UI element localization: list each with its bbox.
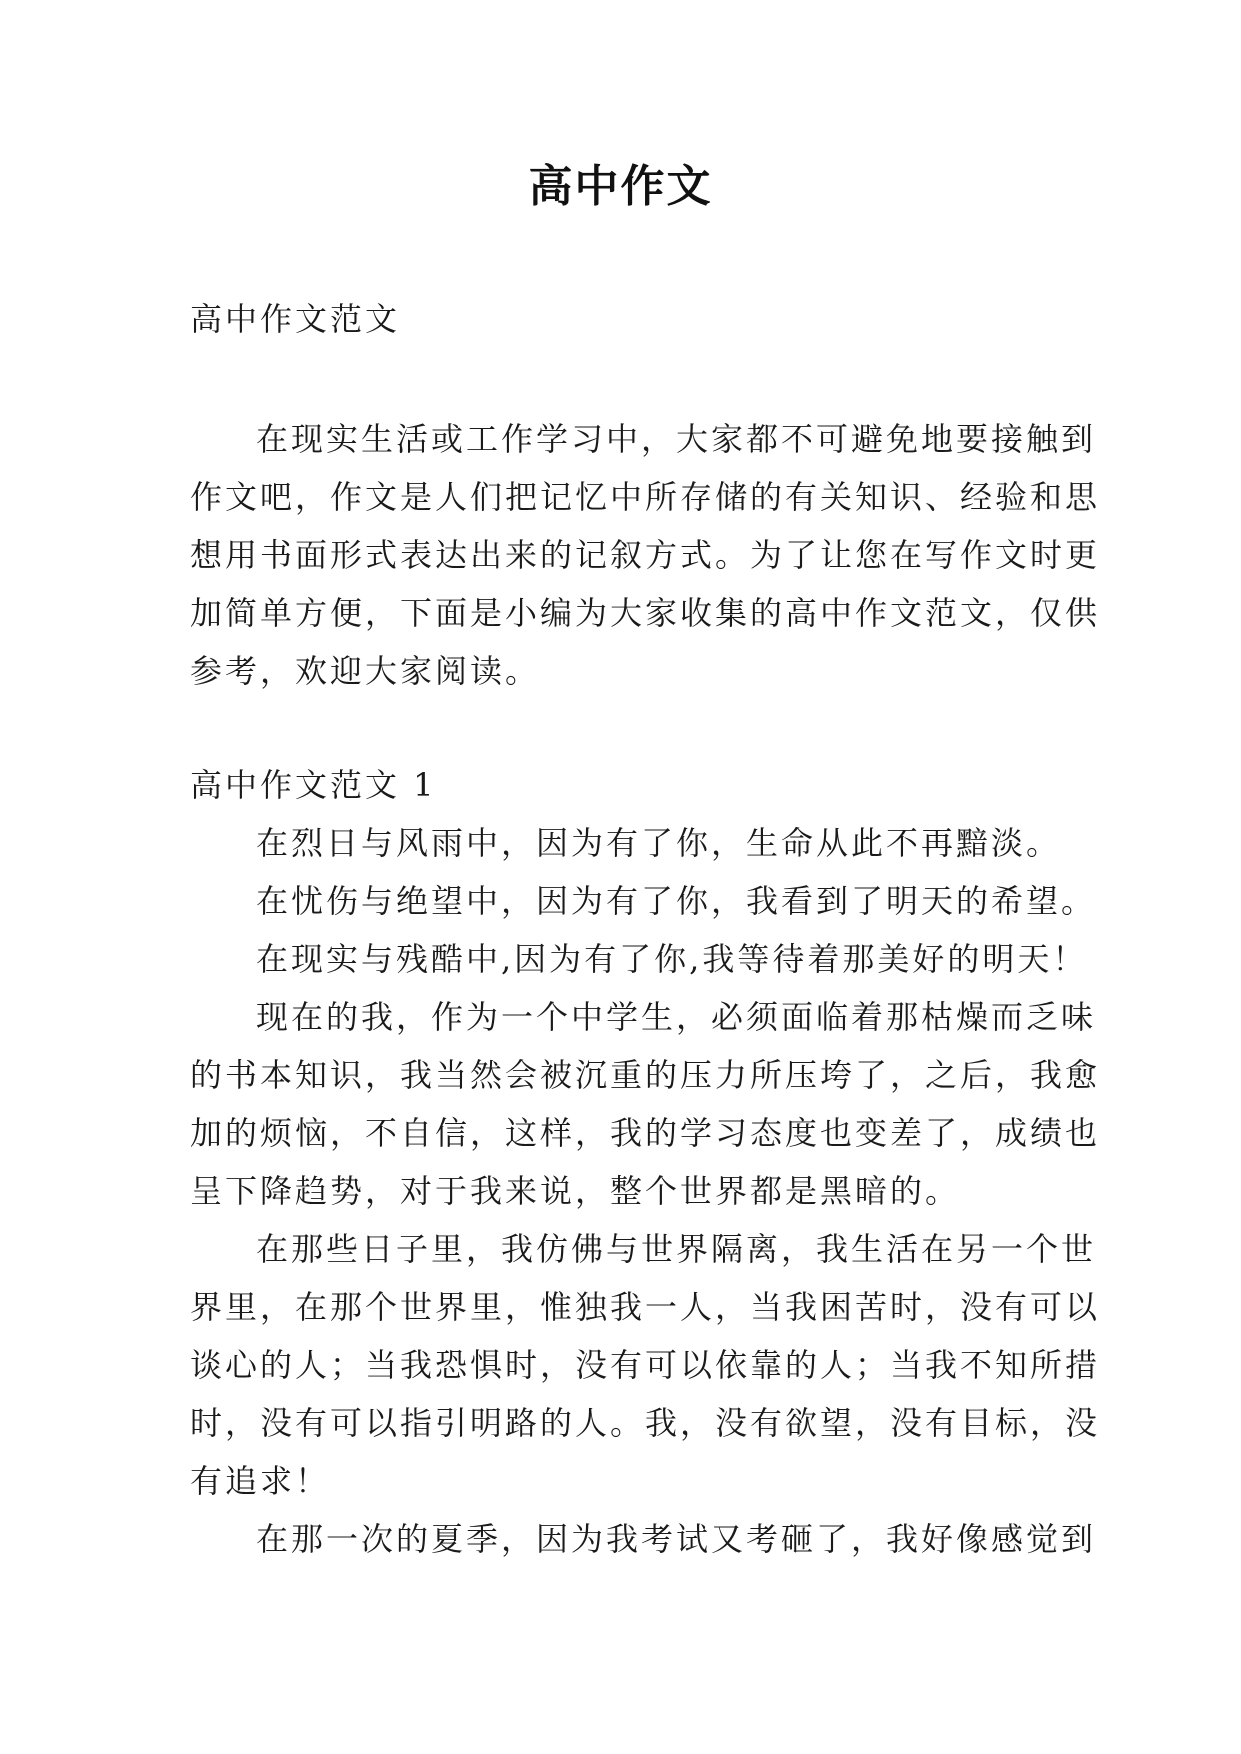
body-line: 现在的我，作为一个中学生，必须面临着那枯燥而乏味 — [256, 998, 1097, 1036]
body-line: 呈下降趋势，对于我来说，整个世界都是黑暗的。 — [190, 1172, 961, 1210]
body-line: 谈心的人；当我恐惧时，没有可以依靠的人；当我不知所措 — [190, 1346, 1101, 1384]
body-line: 在那些日子里，我仿佛与世界隔离，我生活在另一个世 — [256, 1230, 1097, 1268]
document-body — [190, 290, 1101, 1568]
document-title: 高中作文 — [528, 161, 713, 212]
spacer — [190, 700, 1070, 756]
body-line: 的书本知识，我当然会被沉重的压力所压垮了，之后，我愈 — [190, 1056, 1101, 1094]
intro-line: 在现实生活或工作学习中，大家都不可避免地要接触到 — [256, 420, 1097, 458]
intro-line: 想用书面形式表达出来的记叙方式。为了让您在写作文时更 — [190, 536, 1101, 574]
body-line: 在忧伤与绝望中，因为有了你，我看到了明天的希望。 — [256, 882, 1097, 920]
spacer — [190, 348, 1070, 410]
body-line: 在烈日与风雨中，因为有了你，生命从此不再黯淡。 — [256, 824, 1062, 862]
body-line: 在那一次的夏季，因为我考试又考砸了，我好像感觉到 — [256, 1520, 1097, 1558]
body-line: 界里，在那个世界里，惟独我一人，当我困苦时，没有可以 — [190, 1288, 1101, 1326]
intro-line: 作文吧，作文是人们把记忆中所存储的有关知识、经验和思 — [190, 478, 1101, 516]
body-line: 在现实与残酷中,因为有了你,我等待着那美好的明天！ — [256, 940, 1088, 978]
body-line: 加的烦恼，不自信，这样，我的学习态度也变差了，成绩也 — [190, 1114, 1101, 1152]
intro-line: 加简单方便，下面是小编为大家收集的高中作文范文，仅供 — [190, 594, 1101, 632]
section-heading: 高中作文范文 1 — [190, 766, 437, 804]
body-line: 有追求！ — [190, 1462, 331, 1500]
subtitle: 高中作文范文 — [190, 300, 401, 338]
body-line: 时，没有可以指引明路的人。我，没有欲望，没有目标，没 — [190, 1404, 1101, 1442]
intro-line: 参考，欢迎大家阅读。 — [190, 652, 541, 690]
